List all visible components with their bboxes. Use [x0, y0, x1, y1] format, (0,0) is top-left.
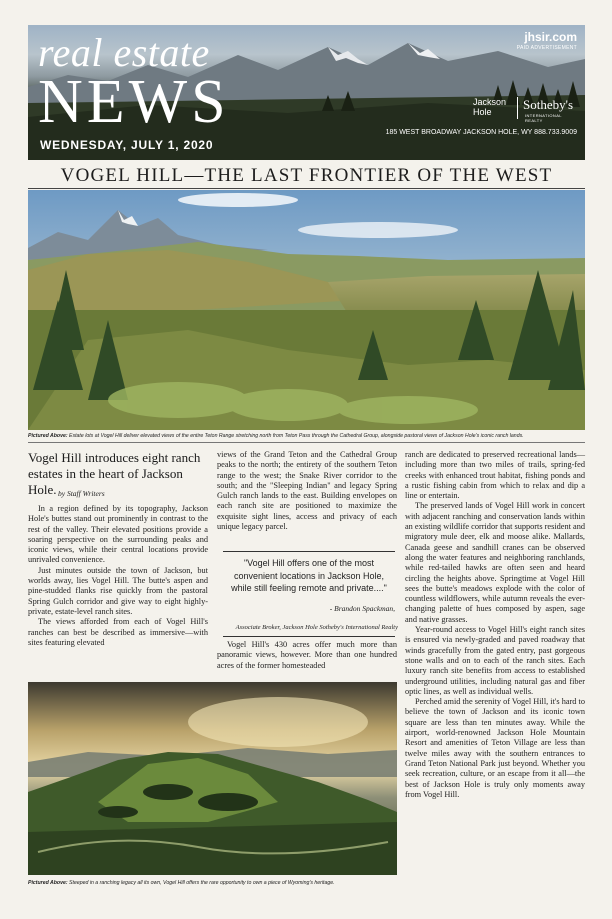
article-byline: by Staff Writers: [58, 489, 105, 498]
column-2-bottom: [217, 640, 397, 671]
pull-quote: "Vogel Hill offers one of the most convenient locations in Jackson Hole, while still feeling remote and private....": [231, 558, 387, 593]
website-link[interactable]: jhsir.com: [524, 30, 577, 44]
col1-paragraph-3: The views afforded from each of Vogel Hill's ranches can best be described as immersive—with sites featuring elevated: [28, 617, 208, 647]
article-lede: Vogel Hill introduces eight ranch estates in the heart of Jackson Hole.: [28, 450, 201, 497]
col1-paragraph-1: In a region defined by its topography, Jackson Hole's buttes stand out prominently in contrast to the rest of the valley. Their elevated positions provide a soaring perspective on the surrounding peaks and iconic views, while their central locations provide unrivaled convenience.: [28, 504, 208, 565]
col1-paragraph-2: Just minutes outside the town of Jackson, but worlds away, lies Vogel Hill. The butte's aspen and pine-studded flanks rise quickly from the pastoral Spring Gulch corridor and give way to eight highly-private, estate-level ranch sites.: [28, 565, 208, 616]
vogel-hill-aerial-photo: [28, 682, 397, 875]
logo-jackson-hole: Jackson Hole: [473, 97, 507, 117]
caption-divider: [28, 442, 585, 443]
col3-paragraph-2: The preserved lands of Vogel Hill work in concert with adjacent ranching and conservation lands within an existing wildlife corridor that supports resident and migratory mule deer, elk and moose alike. Mallards, Canada geese and sandhill cranes can be observed along the water features and neighboring ranchlands, while red-tailed hawks are often seen and heard circling the heights above. Springtime at Vogel Hill sees the butte's meadows explode with the color of countless wildflowers, while autumn reveals the ever-changing palette of hues composed by aspen, sage and native grasses.: [405, 501, 585, 624]
office-address: 185 WEST BROADWAY JACKSON HOLE, WY 888.733.9009: [385, 129, 577, 136]
column-2-top: [217, 450, 397, 532]
col2-paragraph-1: views of the Grand Teton and the Cathedral Group peaks to the north; the entirety of the southern Teton range to the west; the Snake River corridor to the south; and the "Sleeping Indian" and legacy Spring Gulch ranch lands to the east. Building envelopes on each ranch site are positioned to maximize the exquisite sight lines, access and privacy of each unique legacy parcel.: [217, 450, 397, 532]
teton-landscape-image: [28, 190, 585, 430]
pull-quote-attribution-title: Associate Broker, Jackson Hole Sotheby's International Realty: [235, 624, 398, 631]
masthead-title-line2: NEWS: [38, 68, 230, 136]
pull-quote-attribution: - Brandon Spackman,: [329, 604, 395, 613]
masthead: [28, 25, 585, 160]
masthead-title-line1: real estate: [38, 30, 210, 75]
logo-divider: [517, 97, 518, 119]
paid-advertisement-label: PAID ADVERTISEMENT: [516, 45, 577, 51]
photo2-caption-text: Steeped in a ranching legacy all its own, Vogel Hill offers the rare opportunity to own a piece of Wyoming's heritage.: [69, 880, 335, 886]
photo1-caption-text: Estate lots at Vogel Hill deliver elevated views of the entire Teton Range stretching north from Teton Pass through the Cathedral Group, alongside pastoral views of Jackson Hole's iconic ranch lands.: [69, 433, 524, 439]
vogel-hill-aerial-image: [28, 682, 397, 875]
photo1-caption: [28, 433, 585, 439]
photo2-caption-label: Pictured Above:: [28, 880, 68, 886]
logo-international-realty: INTERNATIONAL REALTY: [525, 113, 562, 123]
page-headline: VOGEL HILL—THE LAST FRONTIER OF THE WEST: [60, 165, 553, 186]
headline-divider: [28, 188, 585, 189]
pull-quote-rule-bottom: [223, 636, 395, 637]
pull-quote-rule-top: [223, 551, 395, 552]
col3-paragraph-3: Year-round access to Vogel Hill's eight ranch sites is ensured via newly-graded and paved roadway that winds gracefully from the gated entry, past gorgeous stone walls and on to each of the ranch sites. Each luxury ranch site benefits from access to established underground utilities, including natural gas and fiber optic lines, as well as individual wells.: [405, 625, 585, 696]
photo2-caption: [28, 880, 397, 886]
column-3: [405, 450, 585, 800]
issue-date: WEDNESDAY, JULY 1, 2020: [40, 138, 214, 152]
col3-paragraph-1: ranch are dedicated to preserved recreational lands—including more than two miles of trails, spring-fed creeks with enhanced trout habitat, fishing ponds and a rustic fishing cabin from which to relax and dip a line or entertain.: [405, 450, 585, 501]
logo-sothebys: Sotheby's: [523, 97, 574, 112]
col3-paragraph-4: Perched amid the serenity of Vogel Hill, it's hard to believe the town of Jackson and its iconic town square are less than ten minutes away. While the airport, world-renowned Jackson Hole Mountain Resort and amenities of Teton Village are less than twelve miles away with the southern entrances to Grand Teton National Park just beyond. Whether you seek recreation, culture, or an escape from it all—the best of Jackson Hole is truly only moments away from Vogel Hill.: [405, 697, 585, 799]
teton-landscape-photo: [28, 190, 585, 430]
column-1: [28, 504, 208, 648]
col2-paragraph-2: Vogel Hill's 430 acres offer much more than panoramic views, however. More than one hundred acres of the former homesteaded: [217, 640, 397, 670]
photo1-caption-label: Pictured Above:: [28, 433, 68, 439]
